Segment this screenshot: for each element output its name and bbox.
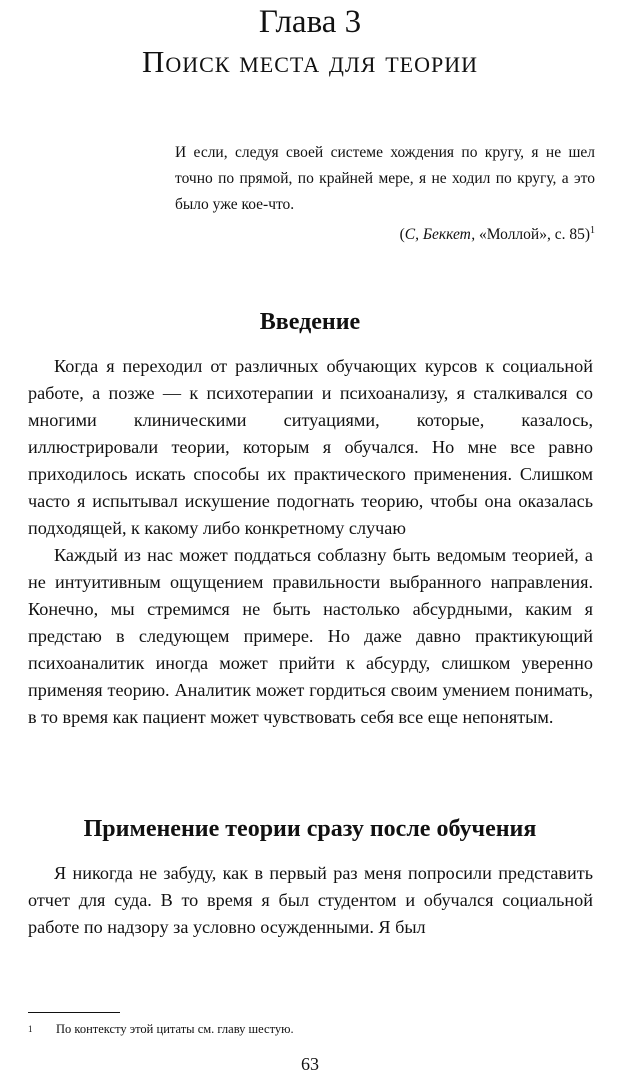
paragraph: Каждый из нас может поддаться соблазну быть ведомым теорией, а не интуитивным ощущением правильности выбранного направления. Конечно, мы стремимся не быть настолько абсурдными, каким я предстаю в следующем примере. Но даже давно практикующий психоаналитик иногда может прийти к абсурду, слишком уверенно применяя теорию. Аналитик может гордиться своим умением понимать, в то время как пациент может чувствовать себя все еще непонятым. (28, 545, 593, 727)
citation-rest: «Моллой», с. 85) (475, 226, 590, 244)
footnote-divider (28, 1012, 120, 1013)
chapter-title: Поиск места для теории (141, 44, 479, 79)
section-heading-theory-application: Применение теории сразу после обучения (83, 816, 537, 842)
page-number: 63 (301, 1054, 319, 1074)
citation-open: ( (399, 226, 405, 244)
section-heading-introduction: Введение (259, 309, 361, 335)
epigraph-citation (175, 218, 595, 248)
paragraph: Когда я переходил от различных обучающих курсов к социальной работе, а позже — к психотерапии и психоанализу, я сталкивался со многими клиническими ситуациями, которые, казалось, иллюстрировали теории, которым я обучался. Но мне все равно приходилось искать способы их практического применения. Слишком часто я испытывал искушение подогнать теорию, чтобы она оказалась подходящей, к какому либо конкретному случаю (28, 356, 593, 538)
footnote (28, 1020, 588, 1038)
chapter-number: Глава 3 (258, 4, 362, 40)
paragraph: Я никогда не забуду, как в первый раз меня попросили представить отчет для суда. В то время я был студентом и обучался социальной работе по надзору за условно осужденными. Я был (28, 863, 593, 937)
footnote-mark: 1 (28, 1024, 33, 1034)
footnote-ref: 1 (590, 225, 595, 236)
epigraph-text: И если, следуя своей системе хождения по кругу, я не шел точно по прямой, по крайней мере, я не ходил по кругу, а это было уже кое-что. (175, 144, 595, 213)
footnote-text: По контексту этой цитаты см. главу шестую. (56, 1022, 294, 1036)
citation-author: С, Беккет, (404, 226, 476, 244)
